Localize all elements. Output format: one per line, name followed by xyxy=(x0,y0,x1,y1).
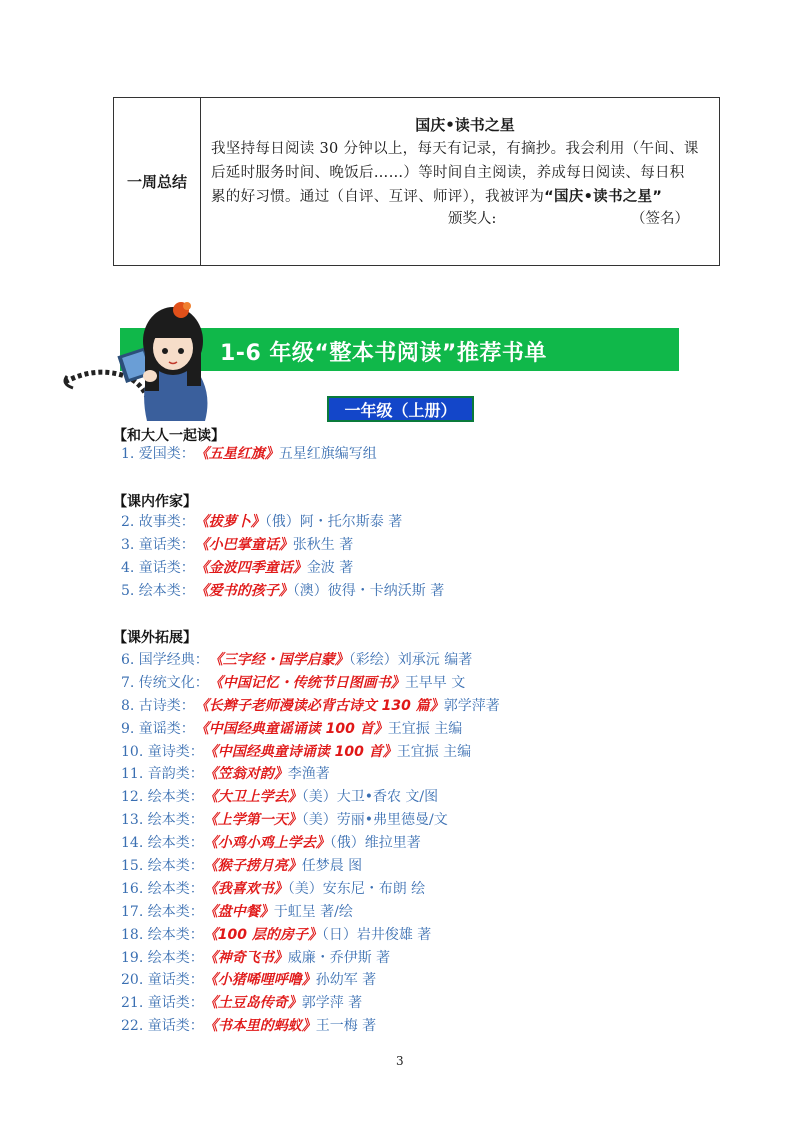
book-title: 《盘中餐》 xyxy=(203,903,274,920)
list-item xyxy=(121,855,500,878)
book-title: 《五星红旗》 xyxy=(194,446,279,462)
book-title: 《中国经典童谣诵读 100 首》 xyxy=(194,720,388,737)
summary-line-2: 后延时服务时间、晚饭后……）等时间自主阅读，养成每日阅读、每日积 xyxy=(211,165,685,181)
book-title: 《小鸡小鸡上学去》 xyxy=(203,835,330,852)
item-index: 13. 绘本类： xyxy=(121,812,204,829)
list-item xyxy=(121,832,500,855)
book-title: 《大卫上学去》 xyxy=(203,789,302,806)
book-author: 威廉・乔伊斯 著 xyxy=(287,949,391,966)
book-title: 《金波四季童话》 xyxy=(194,559,307,576)
summary-text xyxy=(211,137,709,209)
list-item xyxy=(121,809,500,832)
book-title: 《神奇飞书》 xyxy=(203,949,288,966)
book-author: 郭学萍著 xyxy=(443,697,500,714)
list-item xyxy=(121,695,500,718)
list-item xyxy=(121,741,500,764)
item-index: 8. 古诗类： xyxy=(121,697,195,714)
item-index: 21. 童话类： xyxy=(121,995,204,1012)
book-author: 张秋生 著 xyxy=(292,536,354,553)
list-item xyxy=(121,1015,500,1038)
summary-line-1: 我坚持每日阅读 30 分钟以上，每天有记录，有摘抄。我会利用（午间、课 xyxy=(211,141,699,157)
item-index: 14. 绘本类： xyxy=(121,835,204,852)
book-author: （俄）维拉里著 xyxy=(329,835,421,852)
book-author: 王宜振 主编 xyxy=(396,743,472,760)
item-index: 19. 绘本类： xyxy=(121,949,204,966)
book-title: 《三字经・国学启蒙》 xyxy=(208,652,349,668)
item-index: 15. 绘本类： xyxy=(121,858,204,875)
item-index: 17. 绘本类： xyxy=(121,903,204,920)
list-item xyxy=(121,947,500,970)
book-title: 《小猪唏哩呼噜》 xyxy=(203,972,316,989)
item-index: 11. 音韵类： xyxy=(121,766,204,783)
list-item xyxy=(121,649,500,672)
list-item xyxy=(121,992,500,1015)
item-index: 16. 绘本类： xyxy=(121,880,204,897)
list-item xyxy=(121,878,500,901)
book-author: 于虹呈 著/绘 xyxy=(273,903,353,920)
item-index: 6. 国学经典： xyxy=(121,652,209,668)
book-author: 任梦晨 图 xyxy=(301,858,363,875)
book-author: （美）劳丽•弗里德曼/文 xyxy=(301,812,448,829)
book-title: 《中国经典童诗诵读 100 首》 xyxy=(203,743,397,760)
item-index: 12. 绘本类： xyxy=(121,789,204,806)
book-title: 《书本里的蚂蚁》 xyxy=(203,1018,316,1035)
weekly-summary-table xyxy=(113,97,720,266)
book-author: 王早早 文 xyxy=(404,674,466,691)
grade-badge: 一年级（上册） xyxy=(327,396,474,422)
item-index: 5. 绘本类： xyxy=(121,582,195,599)
book-title: 《拔萝卜》 xyxy=(194,514,265,530)
book-title: 《土豆岛传奇》 xyxy=(203,995,302,1012)
book-author: 李渔著 xyxy=(287,766,330,783)
book-title: 《我喜欢书》 xyxy=(203,880,288,897)
section-heading-read-with-adults: 【和大人一起读】 xyxy=(113,428,225,444)
book-author: 五星红旗编写组 xyxy=(278,446,377,462)
book-author: 孙幼军 著 xyxy=(315,972,377,989)
summary-body xyxy=(201,98,719,265)
book-author: 王一梅 著 xyxy=(315,1018,377,1035)
list-item xyxy=(121,924,500,947)
item-index: 10. 童诗类： xyxy=(121,743,204,760)
summary-highlight: “国庆•读书之星” xyxy=(544,189,663,205)
list-item xyxy=(121,718,500,741)
item-index: 18. 绘本类： xyxy=(121,926,204,943)
banner-title: 1-6 年级“整本书阅读”推荐书单 xyxy=(220,341,547,366)
item-index: 20. 童话类： xyxy=(121,972,204,989)
book-title: 《爱书的孩子》 xyxy=(194,582,293,599)
item-index: 1. 爱国类： xyxy=(121,446,195,462)
page-number: 3 xyxy=(396,1054,404,1068)
list-item xyxy=(121,969,500,992)
book-list-extracurricular xyxy=(121,649,500,1038)
book-author: （澳）彼得・卡纳沃斯 著 xyxy=(292,582,445,599)
book-title: 《笠翁对韵》 xyxy=(203,766,288,783)
list-item xyxy=(121,557,444,580)
section-heading-in-class-authors: 【课内作家】 xyxy=(113,494,197,510)
book-title: 《中国记忆・传统节日图画书》 xyxy=(208,674,405,691)
item-index: 2. 故事类： xyxy=(121,514,195,530)
list-item xyxy=(121,786,500,809)
award-signature: （签名） xyxy=(631,211,689,227)
item-index: 3. 童话类： xyxy=(121,536,195,553)
item-index: 4. 童话类： xyxy=(121,559,195,576)
list-item xyxy=(121,443,377,466)
book-title: 《小巴掌童话》 xyxy=(194,536,293,553)
list-item xyxy=(121,580,444,603)
book-author: （俄）阿・托尔斯泰 著 xyxy=(264,514,403,530)
list-item xyxy=(121,672,500,695)
summary-label: 一周总结 xyxy=(114,98,201,265)
book-author: （美）安东尼・布朗 绘 xyxy=(287,880,426,897)
list-item xyxy=(121,534,444,557)
book-author: 郭学萍 著 xyxy=(301,995,363,1012)
summary-title: 国庆•读书之星 xyxy=(415,116,515,134)
section-heading-extracurricular: 【课外拓展】 xyxy=(113,630,197,646)
book-title: 《长辫子老师漫读必背古诗文 130 篇》 xyxy=(194,697,444,714)
book-author: 金波 著 xyxy=(306,559,354,576)
book-list-in-class-authors xyxy=(121,511,444,603)
item-index: 7. 传统文化： xyxy=(121,674,209,691)
book-author: （日）岩井俊雄 著 xyxy=(321,926,432,943)
summary-line-3 xyxy=(211,185,709,209)
summary-line-3-prefix: 累的好习惯。通过（自评、互评、师评），我被评为 xyxy=(211,189,545,205)
list-item xyxy=(121,901,500,924)
book-list-read-with-adults xyxy=(121,443,377,466)
book-title: 《猴子捞月亮》 xyxy=(203,858,302,875)
book-title: 《100 层的房子》 xyxy=(203,926,322,943)
award-label: 颁奖人: xyxy=(448,211,497,227)
list-item xyxy=(121,511,444,534)
book-author: （彩绘）刘承沅 编著 xyxy=(348,652,473,668)
reading-girl-illustration xyxy=(55,296,225,426)
list-item xyxy=(121,763,500,786)
book-author: （美）大卫•香农 文/图 xyxy=(301,789,439,806)
book-author: 王宜振 主编 xyxy=(387,720,463,737)
item-index: 22. 童话类： xyxy=(121,1018,204,1035)
book-title: 《上学第一天》 xyxy=(203,812,302,829)
item-index: 9. 童谣类： xyxy=(121,720,195,737)
